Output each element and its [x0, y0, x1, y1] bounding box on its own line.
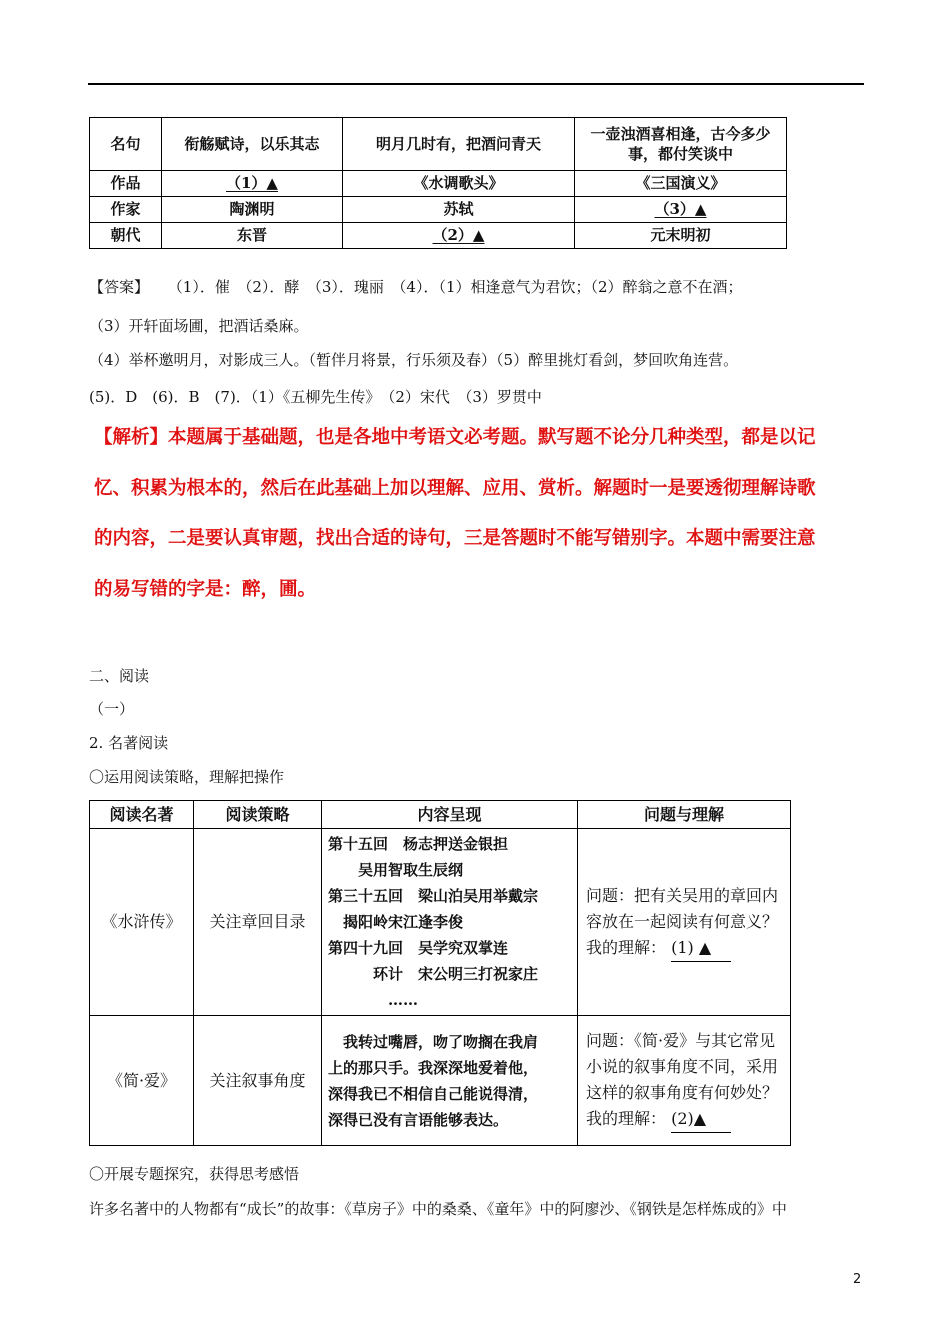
content-line: 吴用智取生辰纲 — [328, 861, 464, 879]
table-cell: 东晋 — [162, 223, 343, 249]
answer-text: （1）．催 （2）．酵 （3）．瑰丽 （4）．（1）相逢意气为君饮；（2）醉翁之意不在酒； — [167, 278, 743, 296]
strategy-heading: 〇运用阅读策略，理解把操作 — [89, 768, 285, 786]
tail-text: 许多名著中的人物都有“成长”的故事：《草房子》中的桑桑、《童年》中的阿廖沙、《钢铁是怎样炼成的》中 — [89, 1200, 787, 1218]
answer-row — [586, 1106, 782, 1133]
tail-heading: 〇开展专题探究，获得思考感悟 — [89, 1165, 300, 1183]
table-row — [90, 197, 787, 223]
question-text: 问题：《简·爱》与其它常见小说的叙事角度不同，采用这样的叙事角度有何妙处？ — [586, 1031, 779, 1102]
answer-line-1 — [89, 277, 743, 297]
table-cell: 苏轼 — [343, 197, 575, 223]
strategy-cell: 关注章回目录 — [194, 829, 322, 1016]
content-line: 我转过嘴唇，吻了吻搁在我肩 — [328, 1032, 539, 1051]
page-number: 2 — [853, 1272, 862, 1287]
table-row — [90, 118, 787, 171]
question-text: 问题：把有关吴用的章回内容放在一起阅读有何意义？ — [586, 885, 779, 931]
table-cell: 一壶浊酒喜相逢，古今多少事，都付笑谈中 — [575, 118, 787, 171]
section-sub: （一） — [89, 700, 135, 718]
content-line: 上的那只手。我深深地爱着他， — [328, 1058, 539, 1077]
book-title: 《水浒传》 — [90, 829, 194, 1016]
answer-label: 我的理解： — [586, 1109, 667, 1128]
content-line: 第十五回 杨志押送金银担 — [328, 835, 509, 853]
column-header: 问题与理解 — [578, 801, 791, 829]
table-cell: 陶渊明 — [162, 197, 343, 223]
answer-blank: (2)▲ — [671, 1106, 731, 1133]
table-row — [90, 171, 787, 197]
content-line: 深得我已不相信自己能说得清， — [328, 1084, 539, 1103]
table-row — [90, 829, 791, 1016]
content-line: …… — [328, 991, 419, 1009]
blank-cell: （2）▲ — [343, 223, 575, 249]
column-header: 阅读名著 — [90, 801, 194, 829]
table-cell: 元末明初 — [575, 223, 787, 249]
analysis-line-2: 忆、积累为根本的，然后在此基础上加以理解、应用、赏析。解题时一是要透彻理解诗歌 — [94, 478, 816, 499]
answer-line-3: （4）举杯邀明月，对影成三人。（暂伴月将景，行乐须及春）（5）醉里挑灯看剑，梦回吹角连营。 — [89, 351, 739, 369]
content-line: 深得已没有言语能够表达。 — [328, 1110, 509, 1129]
table-cell: 作品 — [90, 171, 162, 197]
answer-line-2: （3）开轩面场圃，把酒话桑麻。 — [89, 317, 309, 335]
content-cell — [322, 1016, 578, 1146]
content-line: 第三十五回 梁山泊吴用举戴宗 — [328, 887, 539, 905]
question-2-title: 2. 名著阅读 — [89, 734, 169, 752]
table-cell: 衔觞赋诗，以乐其志 — [162, 118, 343, 171]
table-cell: 朝代 — [90, 223, 162, 249]
answer-line-4: (5)．D (6)．B (7)．（1）《五柳先生传》 （2）宋代 （3）罗贯中 — [89, 388, 542, 406]
answer-label: 我的理解： — [586, 937, 667, 957]
analysis-line-4: 的易写错的字是：醉，圃。 — [94, 579, 317, 600]
column-header: 阅读策略 — [194, 801, 322, 829]
content-cell — [322, 829, 578, 1016]
content-line: 第四十九回 吴学究双掌连 — [328, 939, 509, 957]
table-cell: 《水调歌头》 — [343, 171, 575, 197]
question-cell — [578, 1016, 791, 1146]
book-title: 《简·爱》 — [90, 1016, 194, 1146]
strategy-cell: 关注叙事角度 — [194, 1016, 322, 1146]
analysis-line-1: 【解析】本题属于基础题，也是各地中考语文必考题。默写题不论分几种类型，都是以记 — [94, 427, 816, 448]
column-header: 内容呈现 — [322, 801, 578, 829]
content-line: 揭阳岭宋江逢李俊 — [328, 913, 464, 931]
table-row — [90, 1016, 791, 1146]
answer-row — [586, 935, 782, 962]
table-cell: 《三国演义》 — [575, 171, 787, 197]
reading-table — [89, 800, 791, 1146]
content-line: 环计 宋公明三打祝家庄 — [328, 965, 539, 983]
table-header-row — [90, 801, 791, 829]
table-cell: 明月几时有，把酒问青天 — [343, 118, 575, 171]
table-cell: 名句 — [90, 118, 162, 171]
analysis-line-3: 的内容，二是要认真审题，找出合适的诗句，三是答题时不能写错别字。本题中需要注意 — [94, 528, 816, 549]
section-title: 二、阅读 — [89, 667, 150, 685]
header-rule — [88, 83, 864, 85]
question-cell — [578, 829, 791, 1016]
poem-table — [89, 117, 787, 249]
answer-tag: 【答案】 — [89, 278, 150, 296]
table-row — [90, 223, 787, 249]
blank-cell: （1）▲ — [162, 171, 343, 197]
blank-cell: （3）▲ — [575, 197, 787, 223]
answer-blank: (1) ▲ — [671, 935, 731, 962]
table-cell: 作家 — [90, 197, 162, 223]
